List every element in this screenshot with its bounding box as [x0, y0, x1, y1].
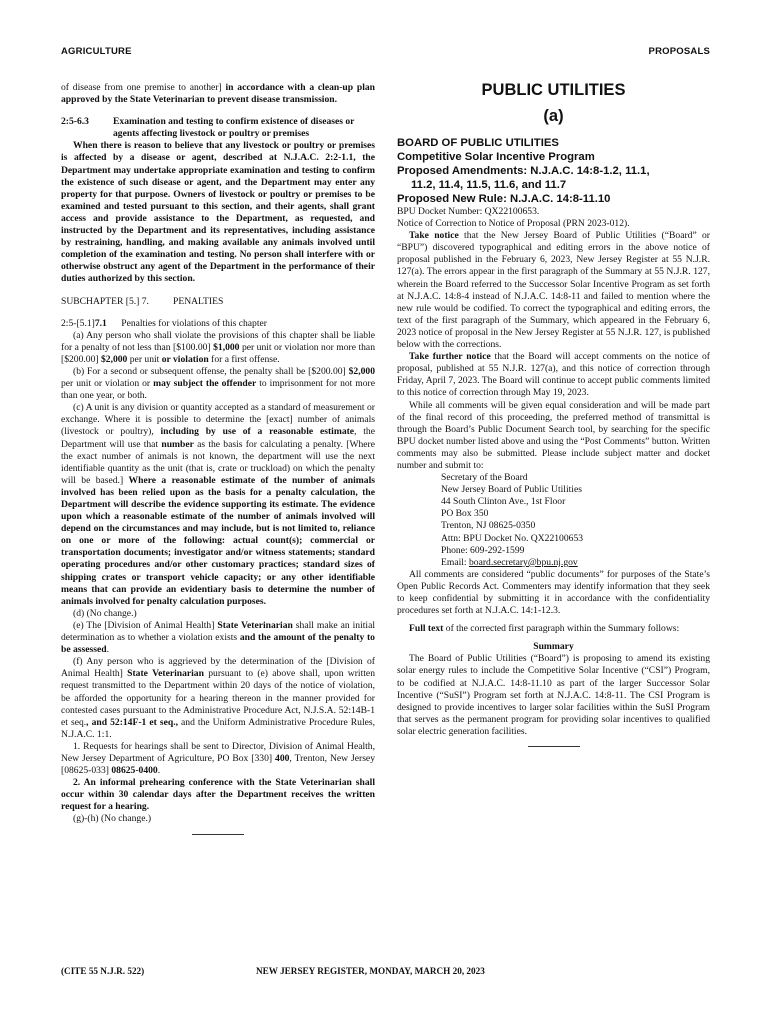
right-column: [397, 82, 710, 747]
summary-heading: Summary: [533, 641, 574, 653]
comment-method-paragraph: While all comments will be given equal consideration and will be made part of the final record of this proceeding, the preferred method of transmittal is through the Board’s Public Document Search tool, by searching for the specific BPU docket number listed above and using the “Post Comments” button. Written comments may also be submitted. Please include subject matter and docket number and submit to:: [397, 399, 710, 471]
subsection-f: (f) Any person who is aggrieved by the determination of the [Division of Animal Health] State Veterinarian pursuant to (e) above shall, upon written request transmitted to the Department within 20 days of the notice of violation, be afforded the opportunity for a hearing thereon in the manner provided for contested cases pursuant to the Administrative Procedure Act, N.J.S.A. 52:14B-1 et seq., and 52:14F-1 et seq., and the Uniform Administrative Procedure Rules, N.J.A.C. 1:1.: [61, 656, 376, 740]
docket-number: BPU Docket Number: QX22100653.: [397, 206, 540, 217]
subsection-g-h: (g)-(h) (No change.): [73, 813, 152, 825]
amendments-heading: Proposed Amendments: N.J.A.C. 14:8-1.2, 11.1,: [397, 165, 650, 177]
amendments-heading-cont: 11.2, 11.4, 11.5, 11.6, and 11.7: [411, 179, 567, 191]
running-header-left: AGRICULTURE: [61, 46, 132, 57]
take-further-notice-paragraph: Take further notice that the Board will accept comments on the notice of proposal, published at 55 N.J.R. 127(a), and this notice of correction through Friday, April 7, 2023. The Board will continue to accept public comments limited to this notice of correction through May 19, 2023.: [397, 351, 710, 399]
take-notice-paragraph: Take notice that the New Jersey Board of Public Utilities (“Board” or “BPU”) discovered typographical and editing errors in the above notice of proposal published in the February 6, 2023, New Jersey Register at 55 N.J.R. 127(a). The errors appear in the first paragraph of the Summary at 55 N.J.R. 127, wherein the Board referred to the Successor Solar Incentive Program as set forth at N.J.A.C. 14:8-4 instead of N.J.A.C. 14:8-11 and failed to mention where the new rule would be codified. To correct the typographical and editing errors, the text of the first paragraph of the Summary, which appeared in the February 6, 2023 notice of proposal in the New Jersey Register at 55 N.J.R. 127, is published below with the corrections.: [397, 230, 710, 351]
section-heading-2-5-6-3: 2:5-6.3 Examination and testing to confirm existence of diseases or agents affecting livestock or poultry or premises: [61, 116, 355, 140]
full-text-intro: Full text of the corrected first paragraph within the Summary follows:: [409, 623, 680, 635]
subsection-c: (c) A unit is any division or quantity accepted as a standard of measurement or exchange. Where it is possible to determine the [exact] number of animals (livestock or poultry), including by use of a reasonable estimate, the Department will use that number as the basis for calculating a penalty. [Where the exact number of animals is not known, the department will use the next identifiable quantity as the unit (that is, crate or truckload) on which the penalty will be based.] Where a reasonable estimate of the number of animals involved has been relied upon as the basis for a penalty calculation, the Department will describe the evidence supporting its estimate. The evidence upon which a reasonable estimate of the number of animals involved will depend on the circumstances and may include, but is not limited to, reliance on one or more of the following: actual count(s); commercial or transportation documents; investigator and/or witness statements; standard operating procedures and/or other customary practices; standard sizes of shipping crates or transport vehicle capacity; or any other identifiable means that can provide an evidentiary basis to determine the number of animals involved for penalty calculation purposes.: [61, 402, 376, 607]
agency-title: PUBLIC UTILITIES: [481, 81, 626, 99]
subsection-d: (d) (No change.): [73, 607, 137, 619]
left-column: [61, 82, 375, 835]
summary-paragraph: The Board of Public Utilities (“Board”) is proposing to amend its existing solar energy rules to include the Competitive Solar Incentive (“CSI”) Program, to be codified at N.J.A.C. 14:8-11.10 as part of the larger Successor Solar Incentive (“SuSI”) Program set forth at N.J.A.C. 14:8-11. The CSI Program is designed to provide incentives to larger solar facilities within the SuSI Program that serves as the permanent program for providing solar incentives to qualified solar electric generation facilities.: [397, 653, 710, 737]
public-documents-paragraph: All comments are considered “public documents” for purposes of the State’s Open Public Records Act. Commenters may identify information that they seek to keep confidential by submitting it in accordance with the confidentiality procedures set forth at N.J.A.C. 14:1-12.3.: [397, 568, 710, 617]
end-rule: [192, 834, 244, 835]
subchapter-heading: SUBCHAPTER [5.] 7. PENALTIES: [61, 295, 224, 307]
subsection-b: (b) For a second or subsequent offense, the penalty shall be [$200.00] $2,000 per unit or violation or may subject the offender to imprisonment for not more than one year, or both.: [61, 365, 375, 402]
footer-issue: NEW JERSEY REGISTER, MONDAY, MARCH 20, 2023: [256, 966, 485, 976]
end-rule-right: [528, 746, 580, 747]
footer-citation: (CITE 55 N.J.R. 522): [61, 966, 145, 976]
board-heading: BOARD OF PUBLIC UTILITIES: [397, 137, 559, 149]
subsection-e: (e) The [Division of Animal Health] State Veterinarian shall make an initial determination as to whether a violation exists and the amount of the penalty to be assessed.: [61, 619, 375, 656]
section-heading-7-1: 2:5-[5.1]7.1 Penalties for violations of this chapter: [61, 317, 267, 329]
program-heading: Competitive Solar Incentive Program: [397, 151, 595, 163]
email-link[interactable]: board.secretary@bpu.nj.gov: [468, 556, 578, 568]
subsection-f-2: 2. An informal prehearing conference with the State Veterinarian shall occur within 30 calendar days after the Department receives the written request for a hearing.: [61, 777, 375, 813]
subsection-f-1: 1. Requests for hearings shall be sent to Director, Division of Animal Health, New Jersey Department of Agriculture, PO Box [330] 400, Trenton, New Jersey [08625-033] 08625-0400.: [61, 740, 375, 777]
mailing-address: Secretary of the Board New Jersey Board of Public Utilities 44 South Clinton Ave., 1st Floor PO Box 350 Trenton, NJ 08625-0350 Attn: BPU Docket No. QX22100653 Phone: 609-292-1599 Email: board.secretary@bpu.nj.gov: [441, 472, 584, 568]
section-body-2-5-6-3: When there is reason to believe that any livestock or poultry or premises is affected by a disease or agent, described at N.J.A.C. 2:2-1.1, the Department may undertake appropriate examination and testing to confirm the existence of such disease or agent, and the Department may enter any property for that purpose. Owners of livestock or poultry or premises to be examined and tested pursuant to this section, and their agents, shall grant access and provide assistance to the Department, as requested, and instructed by the Department and its representatives, including assistance by restraining, handling, and making available any animals involved until completion of the examination and testing. No person shall interfere with or otherwise obstruct any agent of the Department in the performance of their duties authorized by this section.: [61, 140, 375, 285]
carryover-paragraph: of disease from one premise to another] in accordance with a clean-up plan approved by the State Veterinarian to prevent disease transmission.: [61, 82, 375, 106]
notice-of-correction: Notice of Correction to Notice of Proposal (PRN 2023-012).: [397, 218, 630, 230]
running-header-right: PROPOSALS: [648, 46, 710, 57]
item-letter: (a): [543, 107, 564, 125]
subsection-a: (a) Any person who shall violate the provisions of this chapter shall be liable for a penalty of not less than [$100.00] $1,000 per unit or violation nor more than [$200.00] $2,000 per unit or violation for a first offense.: [61, 329, 375, 365]
new-rule-heading: Proposed New Rule: N.J.A.C. 14:8-11.10: [397, 193, 611, 205]
